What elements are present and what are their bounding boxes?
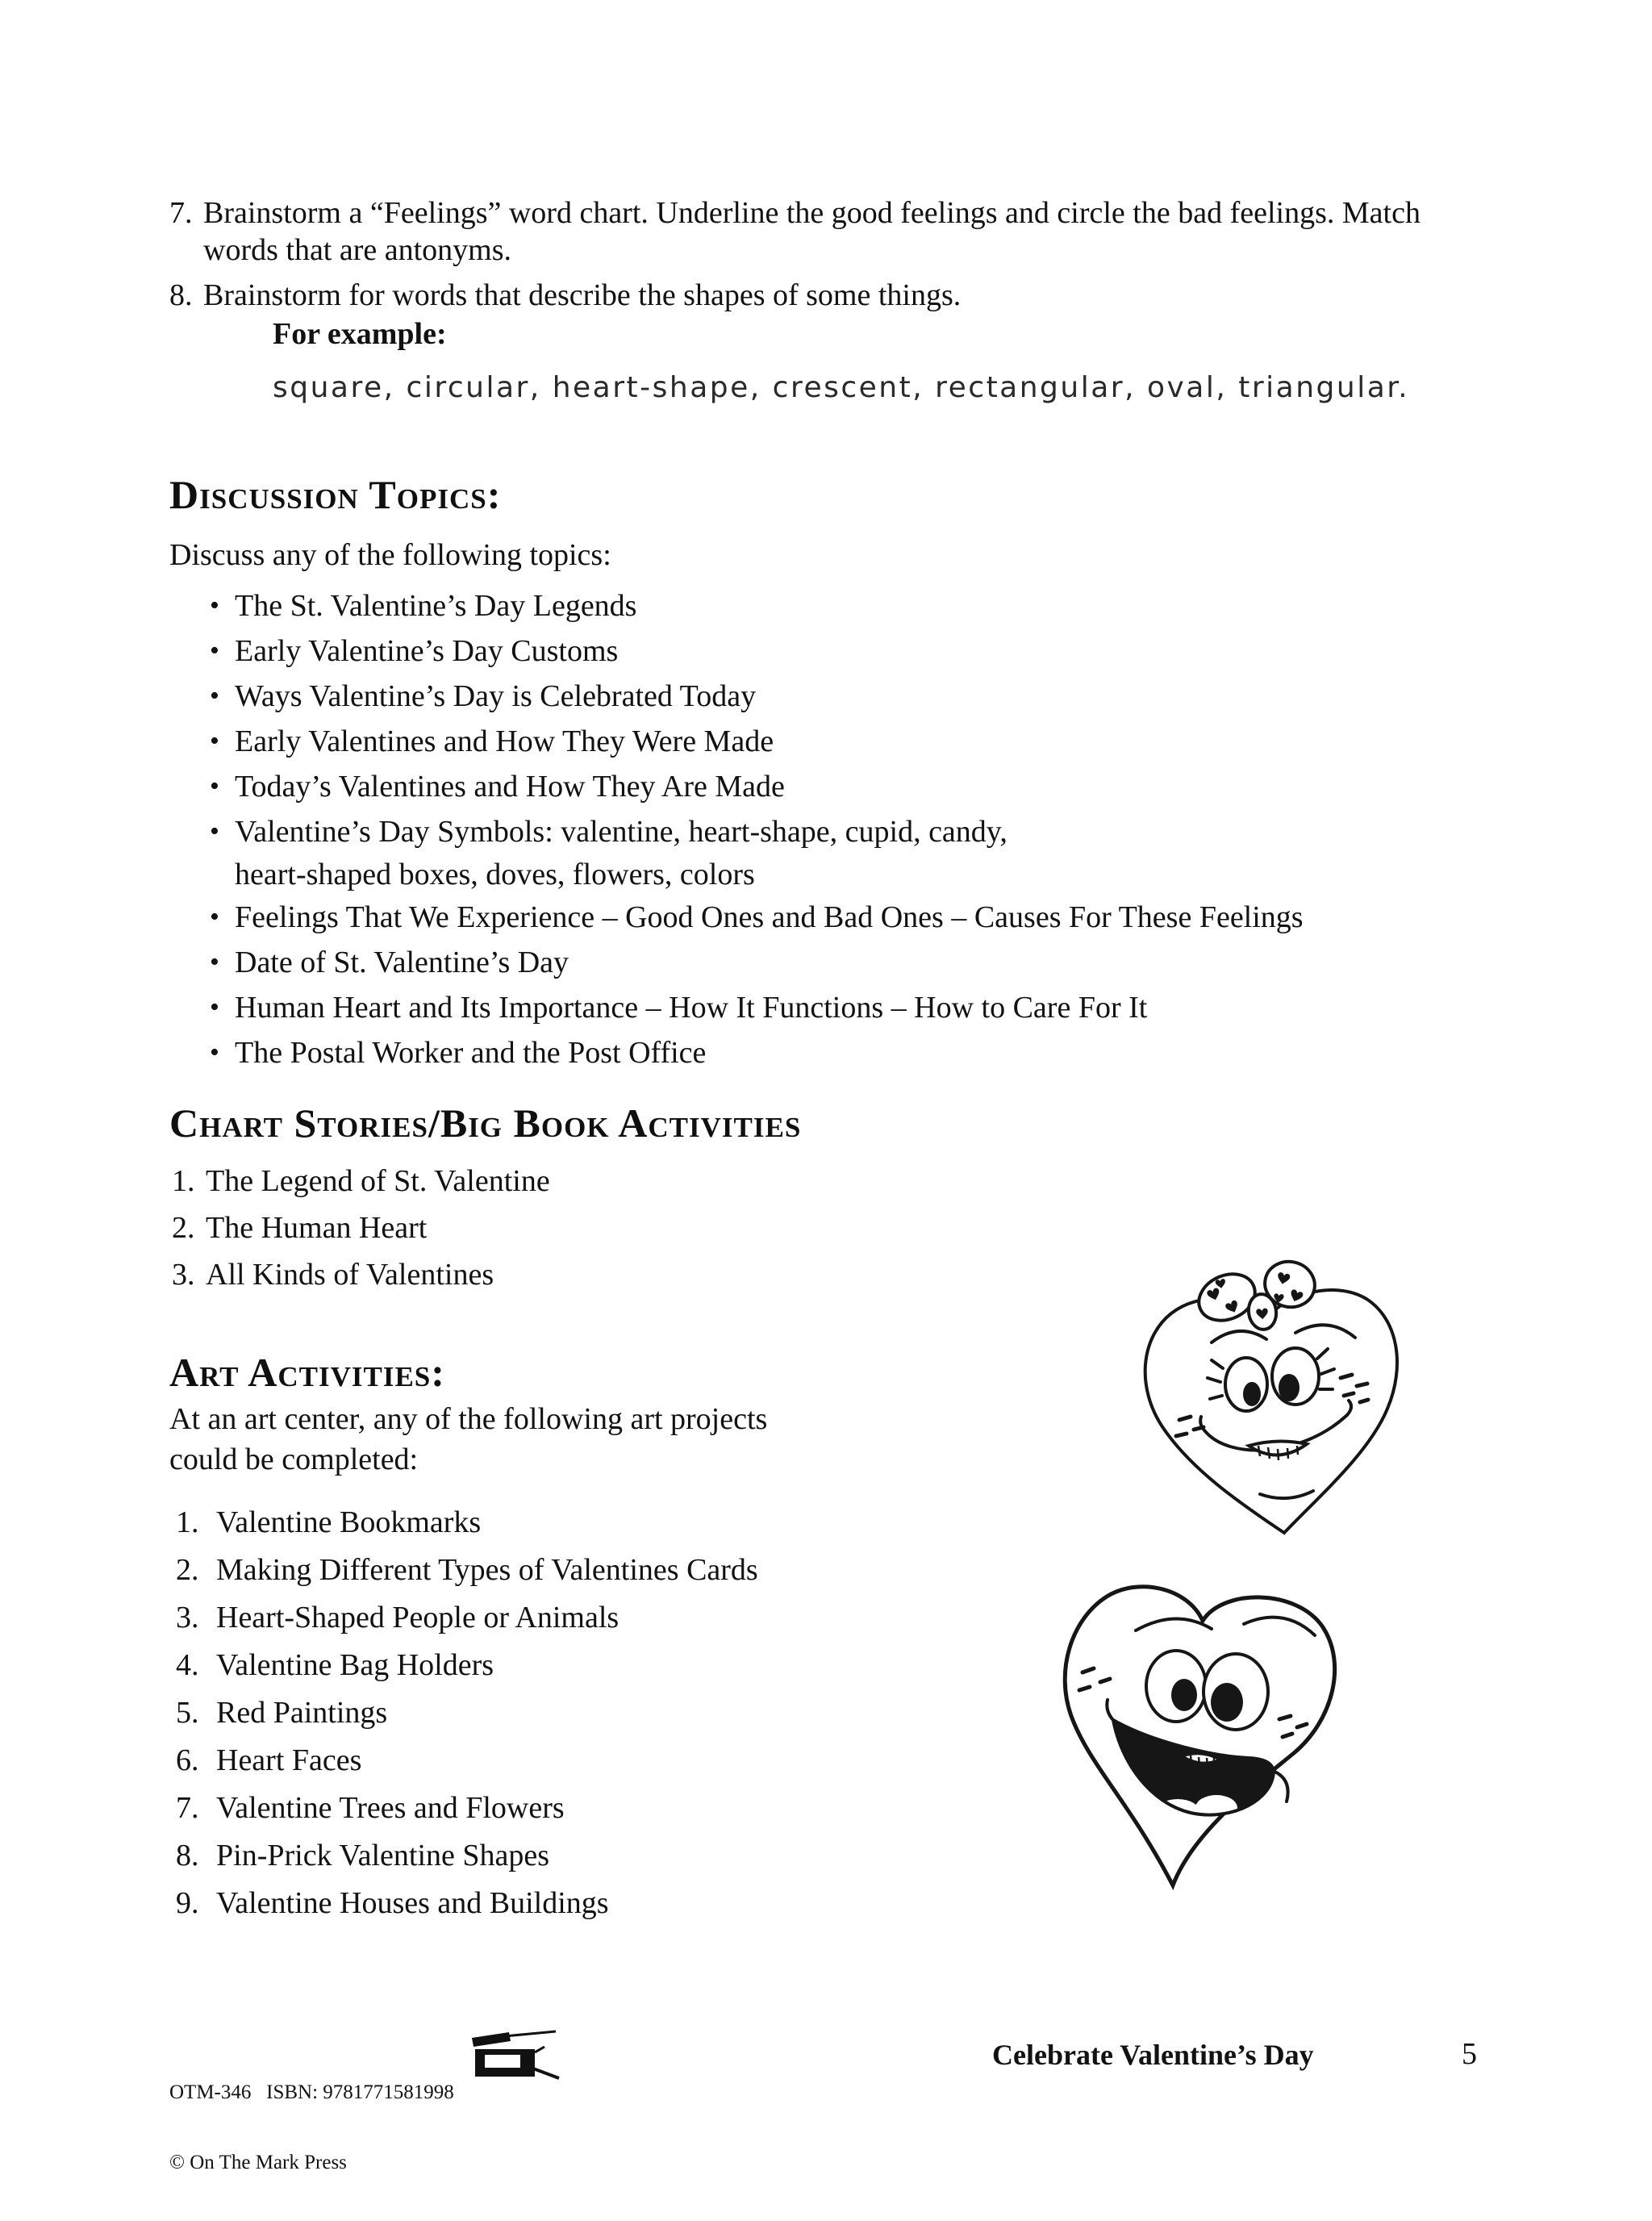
- section-heading: Discussion Topics:: [169, 472, 502, 517]
- footer-book-title: Celebrate Valentine’s Day: [992, 2039, 1314, 2071]
- list-item: • Date of St. Valentine’s Day: [169, 940, 1605, 985]
- item-number: 2.: [172, 1211, 195, 1245]
- footer-publisher-info: [169, 2034, 454, 2221]
- list-item: 3. Heart-Shaped People or Animals: [176, 1594, 1057, 1642]
- footer-code-line: OTM-346 ISBN: 9781771581998: [169, 2081, 454, 2103]
- bullet-icon: •: [210, 947, 219, 977]
- section-heading: Art Activities:: [169, 1350, 445, 1395]
- item-number: 3.: [172, 1258, 195, 1292]
- item-number: 1.: [176, 1505, 199, 1539]
- list-item: • Feelings That We Experience – Good Ones and Bad Ones – Causes For These Feelings: [169, 895, 1605, 940]
- bullet-icon: •: [210, 771, 219, 801]
- section-intro: At an art center, any of the following art projects could be completed:: [169, 1402, 768, 1476]
- list-item: 4. Valentine Bag Holders: [176, 1642, 1057, 1689]
- list-item: • Early Valentine’s Day Customs: [169, 628, 1605, 674]
- item-number: 5.: [176, 1696, 199, 1730]
- list-item: 6. Heart Faces: [176, 1737, 1057, 1785]
- bullet-icon: •: [210, 681, 219, 711]
- list-item: 7. Valentine Trees and Flowers: [176, 1785, 1057, 1832]
- list-item: 5. Red Paintings: [176, 1689, 1057, 1737]
- list-item: • Valentine’s Day Symbols: valentine, heart-shape, cupid, candy, heart-shaped boxes, doves, flowers, colors: [169, 809, 1605, 895]
- section-intro: Discuss any of the following topics:: [169, 538, 611, 572]
- list-item: • Early Valentines and How They Were Made: [169, 719, 1605, 764]
- list-item: 3. All Kinds of Valentines: [172, 1251, 1379, 1298]
- list-item: [169, 277, 1573, 314]
- example-shape-words: square, circular, heart-shape, crescent, rectangular, oval, triangular.: [273, 371, 1410, 404]
- list-item: • The St. Valentine’s Day Legends: [169, 583, 1605, 628]
- section-discussion-topics: [169, 471, 1605, 1075]
- list-item: • Human Heart and Its Importance – How It Functions – How to Care For It: [169, 985, 1605, 1030]
- smiling-heart-with-bow-illustration: [1129, 1249, 1412, 1547]
- bullet-icon: •: [210, 591, 219, 620]
- laughing-heart-illustration: [1032, 1569, 1355, 1896]
- numbered-list: [169, 1499, 1057, 1927]
- item-number: 2.: [176, 1553, 199, 1587]
- item-number: 6.: [176, 1743, 199, 1777]
- list-item: • The Postal Worker and the Post Office: [169, 1030, 1605, 1075]
- list-item: [169, 194, 1573, 269]
- item-text: Brainstorm a “Feelings” word chart. Underline the good feelings and circle the bad feelings. Match words that are antonyms.: [203, 196, 1420, 267]
- list-item: 2. Making Different Types of Valentines Cards: [176, 1547, 1057, 1594]
- item-text: Brainstorm for words that describe the shapes of some things.: [203, 278, 962, 312]
- bullet-icon: •: [210, 636, 219, 666]
- bullet-icon: •: [210, 992, 219, 1022]
- bullet-icon: •: [210, 726, 219, 756]
- example-label: For example:: [273, 317, 447, 351]
- list-item: • Ways Valentine’s Day is Celebrated Today: [169, 674, 1605, 719]
- section-heading: Chart Stories/Big Book Activities: [169, 1100, 802, 1146]
- item-number: 7.: [176, 1791, 199, 1825]
- numbered-list-top: [169, 194, 1573, 322]
- list-item: • Today’s Valentines and How They Are Made: [169, 764, 1605, 809]
- press-logo-icon: [464, 2031, 561, 2080]
- item-number: 9.: [176, 1886, 199, 1920]
- item-number: 4.: [176, 1648, 199, 1682]
- list-item: 1. Valentine Bookmarks: [176, 1499, 1057, 1547]
- list-item: 9. Valentine Houses and Buildings: [176, 1880, 1057, 1927]
- bullet-icon: •: [210, 902, 219, 932]
- item-number: 1.: [172, 1164, 195, 1198]
- list-item: 8. Pin-Prick Valentine Shapes: [176, 1832, 1057, 1880]
- page-number: 5: [1462, 2037, 1477, 2071]
- item-number: 7.: [169, 196, 193, 230]
- footer-copyright: © On The Mark Press: [169, 2152, 347, 2173]
- section-art-activities: [169, 1349, 1057, 1927]
- list-item: 1. The Legend of St. Valentine: [172, 1158, 1379, 1204]
- item-number: 8.: [176, 1839, 199, 1872]
- bullet-icon: •: [210, 1037, 219, 1067]
- bullet-list: [169, 583, 1605, 1075]
- bullet-icon: •: [210, 816, 219, 846]
- item-number: 3.: [176, 1601, 199, 1634]
- item-number: 8.: [169, 278, 193, 312]
- list-item: 2. The Human Heart: [172, 1204, 1379, 1251]
